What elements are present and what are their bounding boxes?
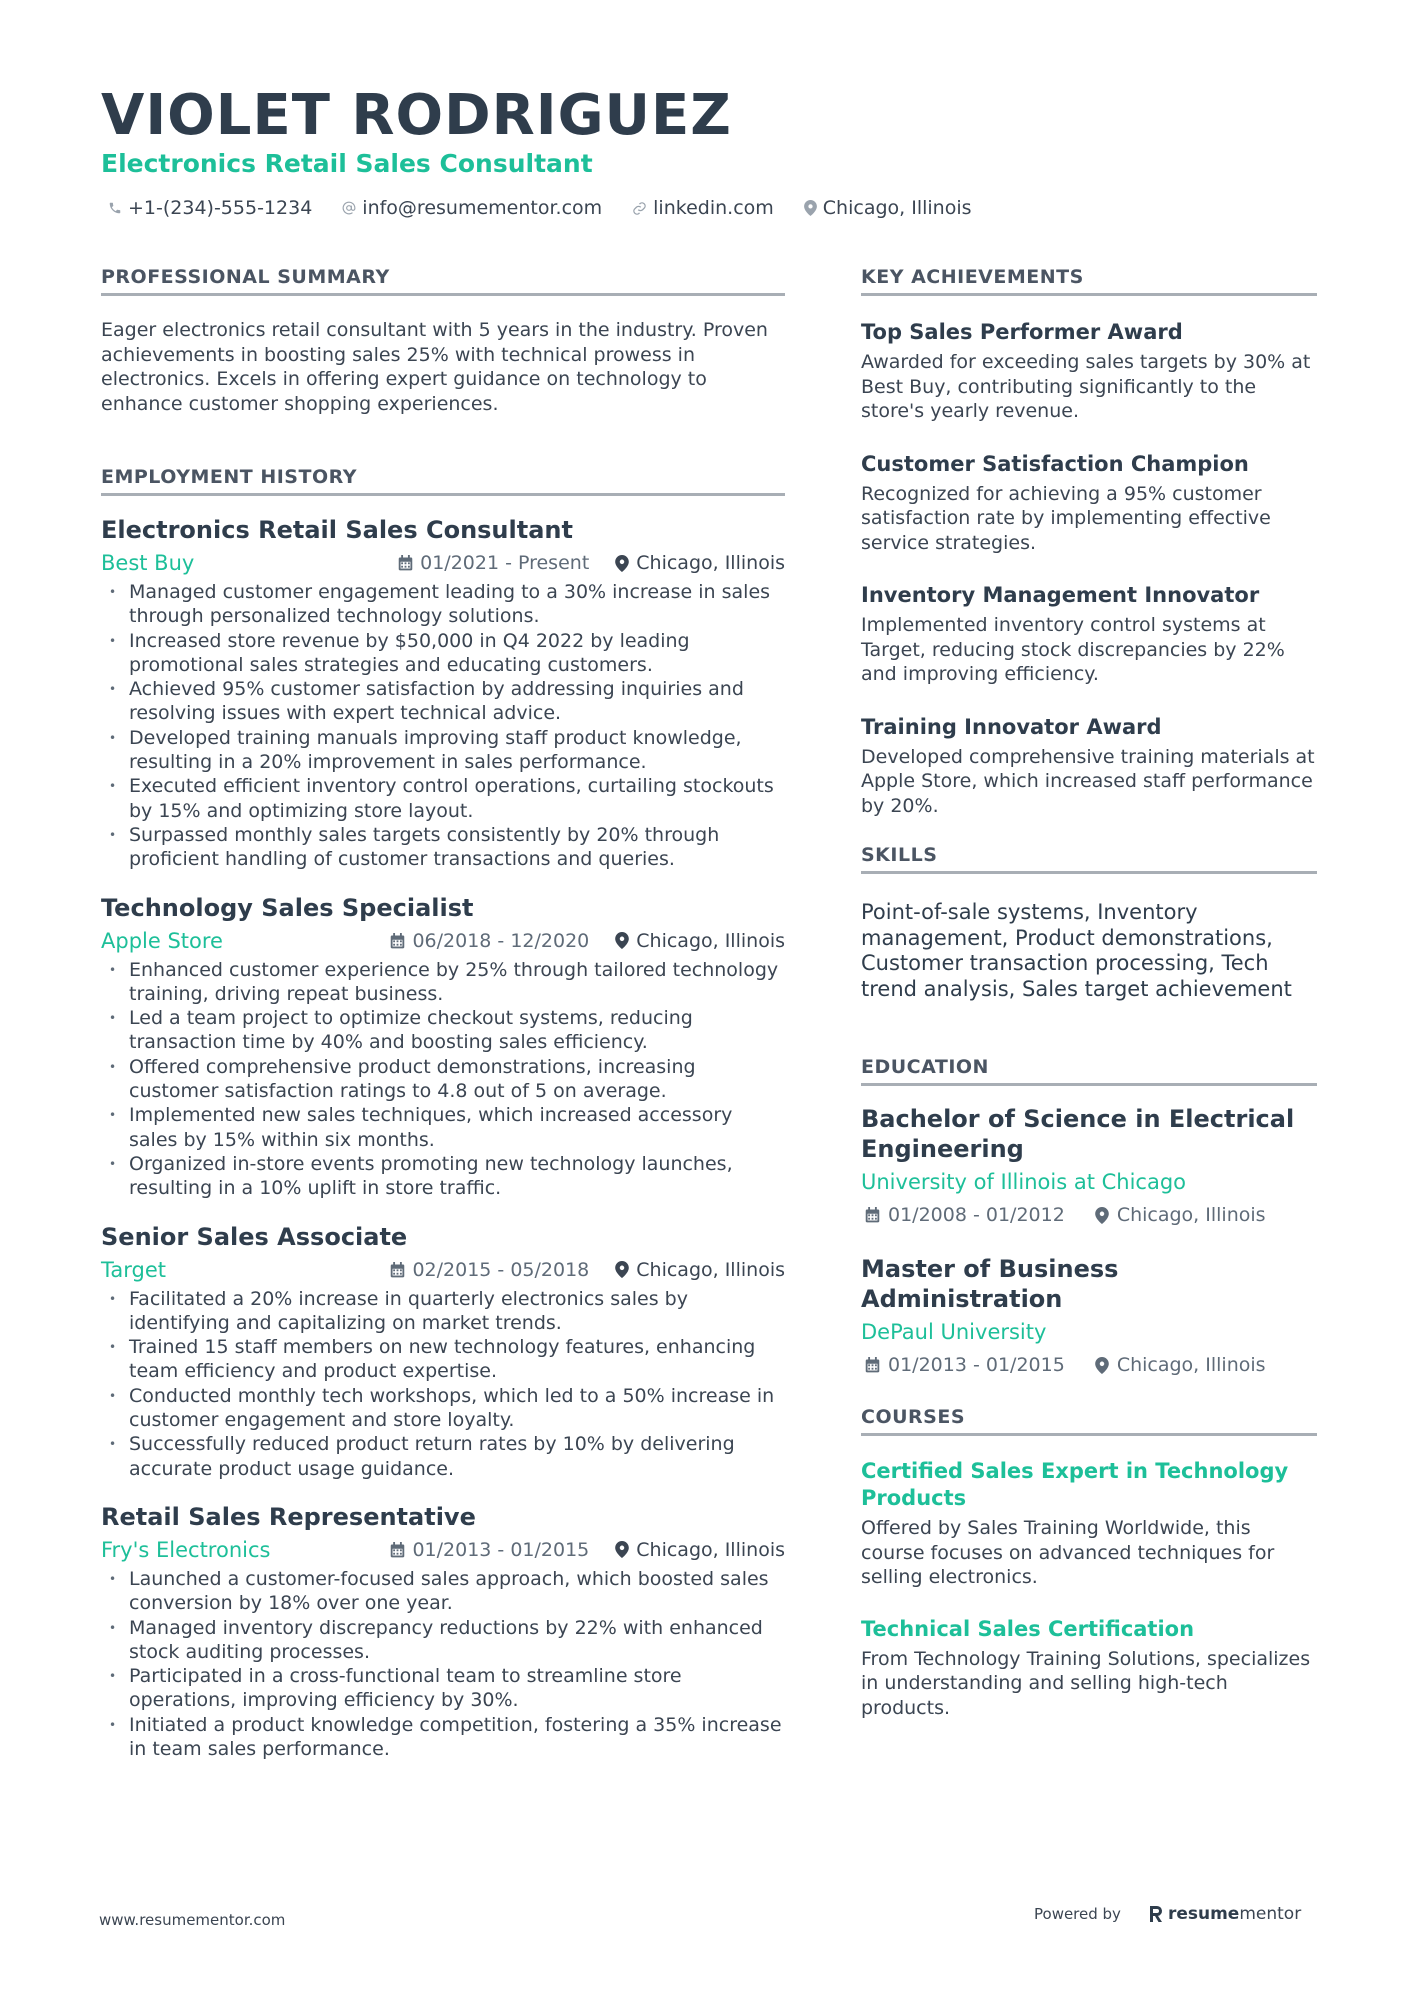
job-title: Retail Sales Representative — [101, 1502, 476, 1531]
calendar-icon — [398, 555, 413, 571]
job-bullets — [101, 580, 785, 872]
job-title: Technology Sales Specialist — [101, 893, 474, 922]
list-item: • Led a team project to optimize checkout systems, reducing transaction time by 40% and boosting sales efficiency. — [101, 1006, 785, 1055]
education-section — [861, 1056, 1317, 1380]
course-item — [861, 1458, 1317, 1590]
job-dates — [390, 930, 589, 952]
calendar-icon — [390, 1542, 405, 1558]
company-name: Apple Store — [101, 928, 223, 953]
list-item: • Implemented new sales techniques, which increased accessory sales by 15% within six months. — [101, 1103, 785, 1152]
list-item: • Organized in-store events promoting new technology launches, resulting in a 10% uplift in store traffic. — [101, 1152, 785, 1201]
achievement-item — [861, 450, 1317, 556]
education-location — [1091, 1354, 1266, 1376]
education-dates — [861, 1204, 1065, 1226]
education-meta — [861, 1350, 1317, 1380]
job-dates-text: 01/2013 - 01/2015 — [412, 1538, 590, 1561]
job-title: Electronics Retail Sales Consultant — [101, 516, 573, 544]
contact-bar — [108, 197, 1002, 219]
contact-email[interactable] — [342, 197, 602, 219]
job-meta — [101, 924, 785, 958]
calendar-icon — [390, 1262, 405, 1278]
course-text: Offered by Sales Training Worldwide, this course focuses on advanced techniques for selling electronics. — [861, 1517, 1275, 1588]
job-entry — [101, 1221, 785, 1481]
map-pin-icon — [615, 1541, 629, 1558]
job-dates-text: 02/2015 - 05/2018 — [412, 1258, 590, 1281]
achievement-text: Implemented inventory control systems at Target, reducing stock discrepancies by 22% and improving efficiency. — [861, 614, 1285, 685]
link-icon — [632, 201, 647, 216]
candidate-title: Electronics Retail Sales Consultant — [101, 149, 593, 178]
map-pin-icon — [1095, 1357, 1109, 1374]
education-heading: EDUCATION — [861, 1056, 1317, 1086]
map-pin-icon — [1095, 1207, 1109, 1224]
map-pin-icon — [615, 1261, 629, 1278]
summary-section — [101, 266, 785, 416]
courses-heading: COURSES — [861, 1406, 1317, 1436]
job-entry — [101, 892, 785, 1201]
job-location-text: Chicago, Illinois — [636, 929, 785, 952]
company-name: Best Buy — [101, 551, 195, 575]
degree-title: Master of Business Administration — [861, 1255, 1119, 1313]
list-item: • Trained 15 staff members on new technology features, enhancing team efficiency and product expertise. — [101, 1335, 785, 1384]
powered-by-label: Powered by — [1034, 1905, 1121, 1923]
education-location — [1091, 1204, 1266, 1226]
list-item: • Successfully reduced product return rates by 10% by delivering accurate product usage guidance. — [101, 1432, 785, 1481]
job-bullets — [101, 958, 785, 1201]
education-location-text: Chicago, Illinois — [1116, 1204, 1266, 1226]
job-dates-text: 01/2021 - Present — [420, 552, 590, 574]
skills-text: Point-of-sale systems, Inventory management, Product demonstrations, Customer transaction processing, Tech trend analysis, Sales target achievement — [861, 900, 1292, 1001]
school-name: DePaul University — [861, 1320, 1047, 1344]
skills-heading: SKILLS — [861, 844, 1317, 874]
list-item: • Developed training manuals improving staff product knowledge, resulting in a 20% improvement in sales performance. — [101, 726, 785, 775]
job-bullets — [101, 1567, 785, 1761]
achievement-item — [861, 581, 1317, 687]
left-column — [101, 266, 785, 1781]
education-location-text: Chicago, Illinois — [1116, 1354, 1266, 1376]
list-item: • Enhanced customer experience by 25% through tailored technology training, driving repeat business. — [101, 958, 785, 1007]
achievement-text: Developed comprehensive training materials at Apple Store, which increased staff performance by 20%. — [861, 745, 1315, 817]
phone-text: +1-(234)-555-1234 — [128, 197, 313, 219]
education-dates-text: 01/2013 - 01/2015 — [888, 1354, 1065, 1376]
job-location — [615, 930, 785, 952]
education-meta — [861, 1200, 1317, 1230]
courses-section — [861, 1406, 1317, 1720]
job-dates — [390, 1259, 589, 1281]
map-pin-icon — [804, 200, 817, 216]
footer-brand — [1034, 1904, 1301, 1924]
map-pin-icon — [615, 555, 629, 572]
achievement-title: Training Innovator Award — [861, 714, 1162, 739]
employment-heading: EMPLOYMENT HISTORY — [101, 466, 785, 496]
summary-heading: PROFESSIONAL SUMMARY — [101, 266, 785, 296]
degree-title: Bachelor of Science in Electrical Engineering — [861, 1105, 1295, 1163]
right-column — [861, 266, 1317, 1746]
achievement-text: Awarded for exceeding sales targets by 30% at Best Buy, contributing significantly to the store's yearly revenue. — [861, 351, 1311, 422]
job-dates-text: 06/2018 - 12/2020 — [412, 929, 590, 952]
job-location-text: Chicago, Illinois — [636, 1538, 785, 1561]
list-item: • Facilitated a 20% increase in quarterly electronics sales by identifying and capitalizing on market trends. — [101, 1287, 785, 1336]
list-item: • Achieved 95% customer satisfaction by addressing inquiries and resolving issues with expert technical advice. — [101, 677, 785, 726]
job-entry — [101, 1501, 785, 1761]
resumementor-logo-icon — [1149, 1905, 1163, 1923]
school-name: University of Illinois at Chicago — [861, 1170, 1187, 1194]
map-pin-icon — [615, 932, 629, 949]
company-name: Target — [101, 1257, 166, 1282]
job-bullets — [101, 1287, 785, 1481]
job-location — [615, 1259, 785, 1281]
candidate-name: VIOLET RODRIGUEZ — [101, 83, 732, 148]
achievement-title: Customer Satisfaction Champion — [861, 451, 1249, 476]
skills-section — [861, 844, 1317, 1002]
calendar-icon — [865, 1207, 880, 1223]
location-text: Chicago, Illinois — [822, 197, 972, 219]
footer-website[interactable]: www.resumementor.com — [99, 1911, 286, 1929]
job-meta — [101, 546, 785, 580]
course-item — [861, 1616, 1317, 1721]
list-item: • Surpassed monthly sales targets consistently by 20% through proficient handling of customer transactions and queries. — [101, 823, 785, 872]
course-title: Certified Sales Expert in Technology Products — [861, 1459, 1289, 1510]
course-text: From Technology Training Solutions, specializes in understanding and selling high-tech products. — [861, 1647, 1311, 1719]
job-meta — [101, 1253, 785, 1287]
employment-section — [101, 466, 785, 1761]
list-item: • Managed customer engagement leading to a 30% increase in sales through personalized technology solutions. — [101, 580, 785, 629]
list-item: • Initiated a product knowledge competition, fostering a 35% increase in team sales performance. — [101, 1713, 785, 1762]
email-text: info@resumementor.com — [362, 197, 603, 219]
list-item: • Executed efficient inventory control operations, curtailing stockouts by 15% and optimizing store layout. — [101, 774, 785, 823]
job-meta — [101, 1533, 785, 1567]
contact-location — [804, 197, 972, 219]
job-location-text: Chicago, Illinois — [636, 1258, 785, 1281]
education-item — [861, 1104, 1317, 1230]
job-dates — [390, 1539, 589, 1561]
course-title: Technical Sales Certification — [861, 1616, 1195, 1641]
job-location-text: Chicago, Illinois — [636, 552, 785, 574]
achievement-item — [861, 318, 1317, 424]
education-item — [861, 1254, 1317, 1380]
job-entry — [101, 514, 785, 872]
list-item: • Managed inventory discrepancy reductions by 22% with enhanced stock auditing processes. — [101, 1616, 785, 1665]
job-title: Senior Sales Associate — [101, 1222, 408, 1251]
achievement-title: Top Sales Performer Award — [861, 320, 1183, 344]
list-item: • Participated in a cross-functional team to streamline store operations, improving efficiency by 30%. — [101, 1664, 785, 1713]
contact-linkedin[interactable] — [632, 197, 774, 219]
calendar-icon — [865, 1357, 880, 1373]
phone-icon — [108, 201, 122, 215]
job-dates — [398, 552, 589, 574]
achievement-text: Recognized for achieving a 95% customer satisfaction rate by implementing effective service strategies. — [861, 482, 1271, 554]
summary-text: Eager electronics retail consultant with 5 years in the industry. Proven achievements in boosting sales 25% with technical prowess in electronics. Excels in offering expert guidance on technology to enhance customer shopping experiences. — [101, 319, 768, 415]
brand-logo[interactable] — [1149, 1904, 1301, 1924]
list-item: • Increased store revenue by $50,000 in Q4 2022 by leading promotional sales strategies and educating customers. — [101, 629, 785, 678]
job-location — [615, 1539, 785, 1561]
achievement-item — [861, 713, 1317, 819]
linkedin-text: linkedin.com — [653, 197, 774, 219]
company-name: Fry's Electronics — [101, 1537, 271, 1562]
list-item: • Offered comprehensive product demonstrations, increasing customer satisfaction ratings to 4.8 out of 5 on average. — [101, 1055, 785, 1104]
contact-phone[interactable] — [108, 197, 312, 219]
job-location — [615, 552, 785, 574]
achievement-title: Inventory Management Innovator — [861, 583, 1260, 607]
education-dates-text: 01/2008 - 01/2012 — [888, 1204, 1065, 1226]
achievements-section — [861, 266, 1317, 818]
list-item: • Conducted monthly tech workshops, which led to a 50% increase in customer engagement and store loyalty. — [101, 1384, 785, 1433]
calendar-icon — [390, 933, 405, 949]
at-icon — [342, 201, 356, 215]
brand-rest: mentor — [1239, 1904, 1302, 1924]
list-item: • Launched a customer-focused sales approach, which boosted sales conversion by 18% over one year. — [101, 1567, 785, 1616]
brand-bold: resume — [1167, 1904, 1240, 1924]
education-dates — [861, 1354, 1065, 1376]
achievements-heading: KEY ACHIEVEMENTS — [861, 266, 1317, 296]
